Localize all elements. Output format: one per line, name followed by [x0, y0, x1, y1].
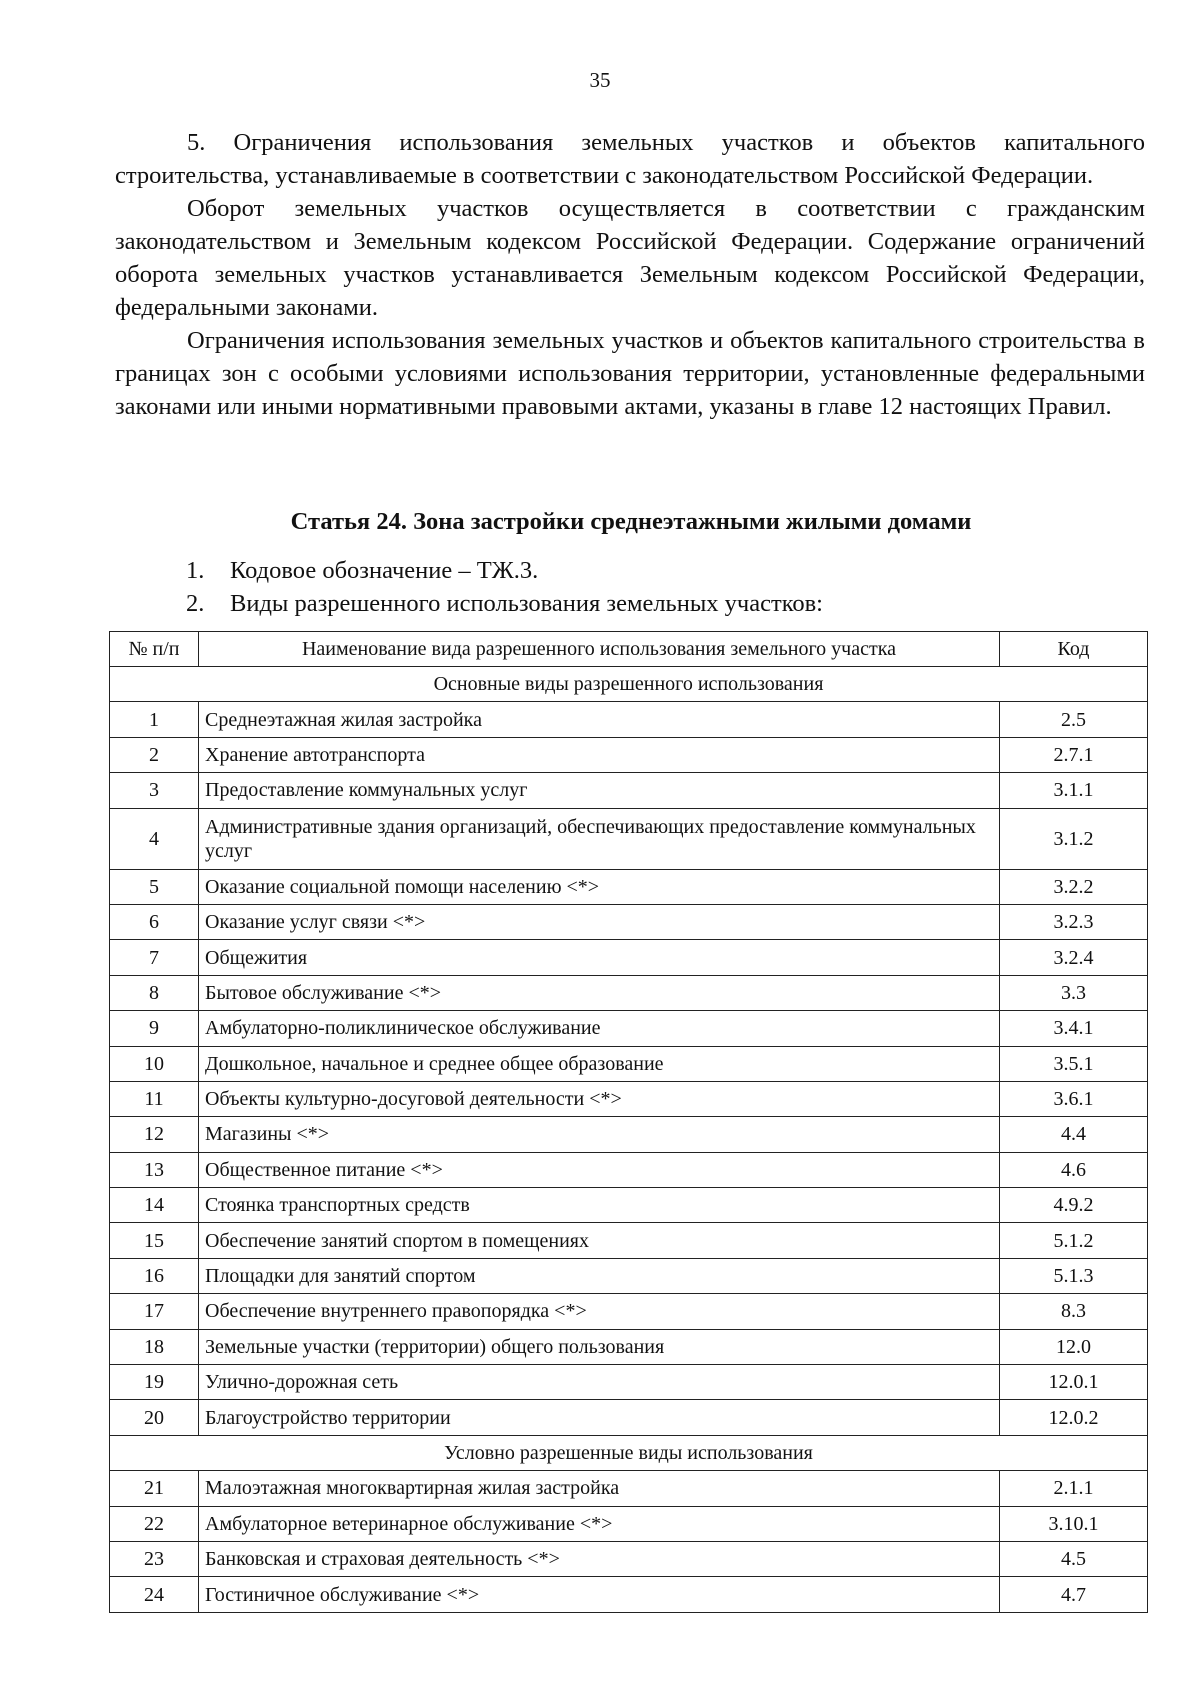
row-number: 5 — [110, 869, 199, 904]
table-body — [110, 667, 1148, 1613]
row-code: 4.5 — [1000, 1541, 1148, 1576]
paragraph-restrictions: 5. Ограничения использования земельных участков и объектов капитального строительства, устанавливаемые в соответствии с законодательством Российской Федерации. — [115, 129, 1145, 189]
row-number: 1 — [110, 702, 199, 737]
page-number: 35 — [589, 68, 611, 92]
row-number: 10 — [110, 1046, 199, 1081]
row-number: 18 — [110, 1329, 199, 1364]
header-name: Наименование вида разрешенного использования земельного участка — [199, 632, 1000, 667]
row-code: 3.3 — [1000, 975, 1148, 1010]
row-name: Амбулаторное ветеринарное обслуживание <*> — [199, 1506, 1000, 1541]
row-code: 3.2.3 — [1000, 904, 1148, 939]
row-code: 2.1.1 — [1000, 1471, 1148, 1506]
row-number: 19 — [110, 1365, 199, 1400]
body-text — [115, 126, 1145, 423]
table-row — [110, 1506, 1148, 1541]
table-row — [110, 1258, 1148, 1293]
table-row — [110, 904, 1148, 939]
row-number: 14 — [110, 1188, 199, 1223]
section-title: Основные виды разрешенного использования — [110, 667, 1148, 702]
table-row — [110, 1294, 1148, 1329]
row-name: Банковская и страховая деятельность <*> — [199, 1541, 1000, 1576]
table-row — [110, 1223, 1148, 1258]
row-name: Площадки для занятий спортом — [199, 1258, 1000, 1293]
row-number: 24 — [110, 1577, 199, 1612]
table-row — [110, 1329, 1148, 1364]
permitted-uses-table — [109, 631, 1148, 1613]
row-number: 20 — [110, 1400, 199, 1435]
table-row — [110, 1046, 1148, 1081]
row-name: Хранение автотранспорта — [199, 737, 1000, 772]
row-code: 3.2.4 — [1000, 940, 1148, 975]
table-row — [110, 1365, 1148, 1400]
table-row — [110, 869, 1148, 904]
row-name: Оказание услуг связи <*> — [199, 904, 1000, 939]
row-code: 4.9.2 — [1000, 1188, 1148, 1223]
row-code: 5.1.2 — [1000, 1223, 1148, 1258]
row-number: 12 — [110, 1117, 199, 1152]
row-number: 3 — [110, 773, 199, 808]
row-name: Оказание социальной помощи населению <*> — [199, 869, 1000, 904]
row-number: 21 — [110, 1471, 199, 1506]
table-row — [110, 1577, 1148, 1612]
table-row — [110, 1471, 1148, 1506]
row-code: 3.1.2 — [1000, 808, 1148, 869]
row-number: 13 — [110, 1152, 199, 1187]
table-row — [110, 975, 1148, 1010]
row-number: 23 — [110, 1541, 199, 1576]
row-code: 8.3 — [1000, 1294, 1148, 1329]
row-name: Среднеэтажная жилая застройка — [199, 702, 1000, 737]
row-number: 17 — [110, 1294, 199, 1329]
list-item — [186, 587, 1146, 620]
row-name: Гостиничное обслуживание <*> — [199, 1577, 1000, 1612]
row-code: 12.0.1 — [1000, 1365, 1148, 1400]
row-code: 4.6 — [1000, 1152, 1148, 1187]
row-code: 3.6.1 — [1000, 1081, 1148, 1116]
row-code: 2.7.1 — [1000, 737, 1148, 772]
row-name: Дошкольное, начальное и среднее общее образование — [199, 1046, 1000, 1081]
row-name: Улично-дорожная сеть — [199, 1365, 1000, 1400]
row-number: 7 — [110, 940, 199, 975]
numbered-list — [186, 554, 1146, 620]
row-number: 8 — [110, 975, 199, 1010]
row-number: 15 — [110, 1223, 199, 1258]
header-code: Код — [1000, 632, 1148, 667]
list-item-text: Кодовое обозначение – ТЖ.3. — [230, 557, 539, 584]
table-row — [110, 702, 1148, 737]
row-number: 16 — [110, 1258, 199, 1293]
row-number: 22 — [110, 1506, 199, 1541]
row-number: 9 — [110, 1011, 199, 1046]
row-number: 11 — [110, 1081, 199, 1116]
table-row — [110, 1117, 1148, 1152]
table-header-row — [110, 632, 1148, 667]
row-code: 3.2.2 — [1000, 869, 1148, 904]
section-title: Условно разрешенные виды использования — [110, 1435, 1148, 1470]
row-name: Малоэтажная многоквартирная жилая застройка — [199, 1471, 1000, 1506]
row-name: Объекты культурно-досуговой деятельности <*> — [199, 1081, 1000, 1116]
table-row — [110, 940, 1148, 975]
row-code: 3.4.1 — [1000, 1011, 1148, 1046]
table-row — [110, 1152, 1148, 1187]
section-conditional-row — [110, 1435, 1148, 1470]
list-item-number: 2. — [186, 590, 205, 617]
row-code: 4.7 — [1000, 1577, 1148, 1612]
row-name: Административные здания организаций, обеспечивающих предоставление коммунальных услуг — [199, 808, 1000, 869]
row-name: Стоянка транспортных средств — [199, 1188, 1000, 1223]
row-code: 3.10.1 — [1000, 1506, 1148, 1541]
row-name: Предоставление коммунальных услуг — [199, 773, 1000, 808]
header-number: № п/п — [110, 632, 199, 667]
row-name: Общежития — [199, 940, 1000, 975]
row-name: Благоустройство территории — [199, 1400, 1000, 1435]
row-name: Обеспечение занятий спортом в помещениях — [199, 1223, 1000, 1258]
row-name: Бытовое обслуживание <*> — [199, 975, 1000, 1010]
row-code: 2.5 — [1000, 702, 1148, 737]
table-row — [110, 737, 1148, 772]
row-code: 3.1.1 — [1000, 773, 1148, 808]
table-row — [110, 1188, 1148, 1223]
paragraph-turnover: Оборот земельных участков осуществляется в соответствии с гражданским законодательством и Земельным кодексом Российской Федерации. Содержание ограничений оборота земельных участков устанавливается Земельным кодексом Российской Федерации, федеральными законами. — [115, 195, 1145, 321]
table-row — [110, 773, 1148, 808]
list-item-number: 1. — [186, 557, 205, 584]
list-item — [186, 554, 1146, 587]
row-code: 3.5.1 — [1000, 1046, 1148, 1081]
row-number: 4 — [110, 808, 199, 869]
row-code: 4.4 — [1000, 1117, 1148, 1152]
row-code: 12.0.2 — [1000, 1400, 1148, 1435]
row-name: Амбулаторно-поликлиническое обслуживание — [199, 1011, 1000, 1046]
row-code: 5.1.3 — [1000, 1258, 1148, 1293]
table-row — [110, 808, 1148, 869]
row-name: Общественное питание <*> — [199, 1152, 1000, 1187]
table-row — [110, 1400, 1148, 1435]
row-number: 2 — [110, 737, 199, 772]
article-heading: Статья 24. Зона застройки среднеэтажными жилыми домами — [290, 508, 972, 535]
row-name: Земельные участки (территории) общего пользования — [199, 1329, 1000, 1364]
row-name: Обеспечение внутреннего правопорядка <*> — [199, 1294, 1000, 1329]
paragraph-special-zones: Ограничения использования земельных участков и объектов капитального строительства в границах зон с особыми условиями использования территории, установленные федеральными законами или иными нормативными правовыми актами, указаны в главе 12 настоящих Правил. — [115, 327, 1145, 420]
table-row — [110, 1541, 1148, 1576]
row-name: Магазины <*> — [199, 1117, 1000, 1152]
table-row — [110, 1011, 1148, 1046]
row-code: 12.0 — [1000, 1329, 1148, 1364]
row-number: 6 — [110, 904, 199, 939]
table-row — [110, 1081, 1148, 1116]
list-item-text: Виды разрешенного использования земельных участков: — [230, 590, 823, 617]
section-main-row — [110, 667, 1148, 702]
